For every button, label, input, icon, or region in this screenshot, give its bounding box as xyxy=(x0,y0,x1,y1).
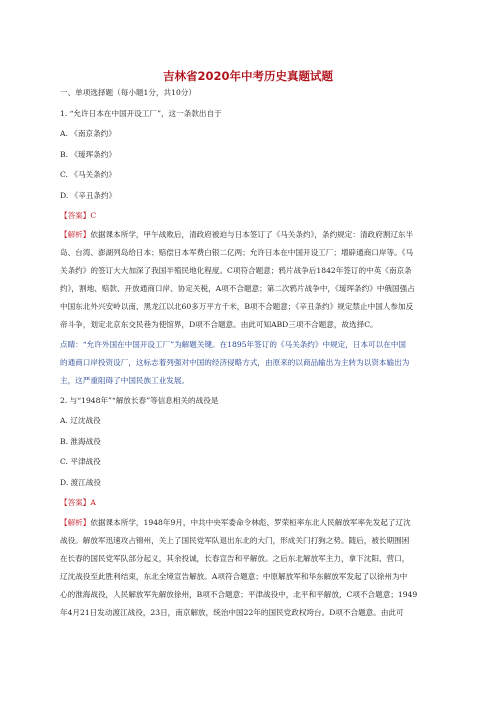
question-1-note-line: 的通商口岸投资设厂，这标志着列强对中国的经济侵略方式，由原来的以商品输出为主转为以资本输出为 xyxy=(60,358,410,367)
analysis-text: 依据课本所学，1948年9月，中共中央军委命令林彪、罗荣桓率东北人民解放军率先发起了辽沈 xyxy=(90,518,411,527)
question-2-analysis-line: 辽沈战役至此胜利结束，东北全境宣告解放。A项符合题意；中原解放军和华东解放军发起了以徐州为中 xyxy=(60,572,408,581)
question-2-analysis-line: 年4月21日发动渡江战役，23日，南京解放，统治中国22年的国民党政权垮台。D项不合题意。由此可 xyxy=(60,608,404,617)
analysis-tag: 【解析】 xyxy=(60,230,91,239)
question-1-note-line: 点睛：“允许外国在中国开设工厂”为解题关键。在1895年签订的《马关条约》中规定，日本可以在中国 xyxy=(60,340,407,349)
question-1-option-a: A. 《南京条约》 xyxy=(60,129,116,138)
section-heading: 一、单项选择题（每小题1分，共10分） xyxy=(60,88,196,97)
question-2-analysis-line: 在长春的国民党军队部分起义，其余投诚，长春宣告和平解放。之后东北解放军主力，拿下沈阳、营口， xyxy=(60,554,410,563)
analysis-text: 依据课本所学，甲午战败后，清政府被迫与日本签订了《马关条约》，条约规定：清政府割辽东半 xyxy=(90,230,414,239)
question-1-analysis-line: 约》，割地、赔款、开放通商口岸、协定关税，A项不合题意；第二次鸦片战争中，《瑷珲条约》中俄国强占 xyxy=(60,284,415,293)
question-2-answer: 【答案】A xyxy=(60,498,96,507)
question-1-analysis-line: 关条约》的签订大大加深了我国半殖民地化程度。C项符合题意；鸦片战争后1842年签订的中英《南京条 xyxy=(60,266,412,275)
question-1-answer: 【答案】C xyxy=(60,211,97,220)
question-2-option-b: B. 淮海战役 xyxy=(60,437,101,446)
question-2-analysis-line: 心的淮海战役，人民解放军先解放徐州，B项不合题意；平津战役中，北平和平解放，C项不合题意；1949 xyxy=(60,590,418,599)
question-2-option-a: A. 辽沈战役 xyxy=(60,416,101,425)
question-1-option-d: D. 《辛丑条约》 xyxy=(60,191,117,200)
question-2-option-d: D. 渡江战役 xyxy=(60,478,102,487)
question-1-option-c: C. 《马关条约》 xyxy=(60,170,116,179)
document-title: 吉林省2020年中考历史真题试题 xyxy=(162,69,333,83)
question-1-analysis-line: 中国东北外兴安岭以南、黑龙江以北60多万平方千米，B项不合题意；《辛丑条约》规定禁止中国人参加反 xyxy=(60,302,414,311)
question-1-analysis-line xyxy=(60,230,440,240)
analysis-tag: 【解析】 xyxy=(60,518,91,527)
question-2-analysis-line: 战役。解放军迅速攻占锦州，关上了国民党军队退出东北的大门，形成关门打狗之势。随后，被长期围困 xyxy=(60,536,410,545)
question-2-stem: 2. 与“1948年”“解放长春”等信息相关的战役是 xyxy=(60,396,219,405)
question-1-analysis-line: 岛、台湾、澎湖列岛给日本；赔偿日本军费白银二亿两；允许日本在中国开设工厂；增辟通商口岸等。《马 xyxy=(60,248,414,257)
question-1-stem: 1. “允许日本在中国开设工厂”，这一条款出自于 xyxy=(60,109,222,118)
question-2-option-c: C. 平津战役 xyxy=(60,457,101,466)
question-1-option-b: B. 《瑷珲条约》 xyxy=(60,150,116,159)
question-2-analysis-line xyxy=(60,518,440,528)
question-1-note-line: 主，这严重阻碍了中国民族工业发展。 xyxy=(60,376,190,385)
question-1-analysis-line: 帝斗争，划定北京东交民巷为使馆界，D项不合题意。由此可知ABD三项不合题意，故选择C。 xyxy=(60,320,378,329)
